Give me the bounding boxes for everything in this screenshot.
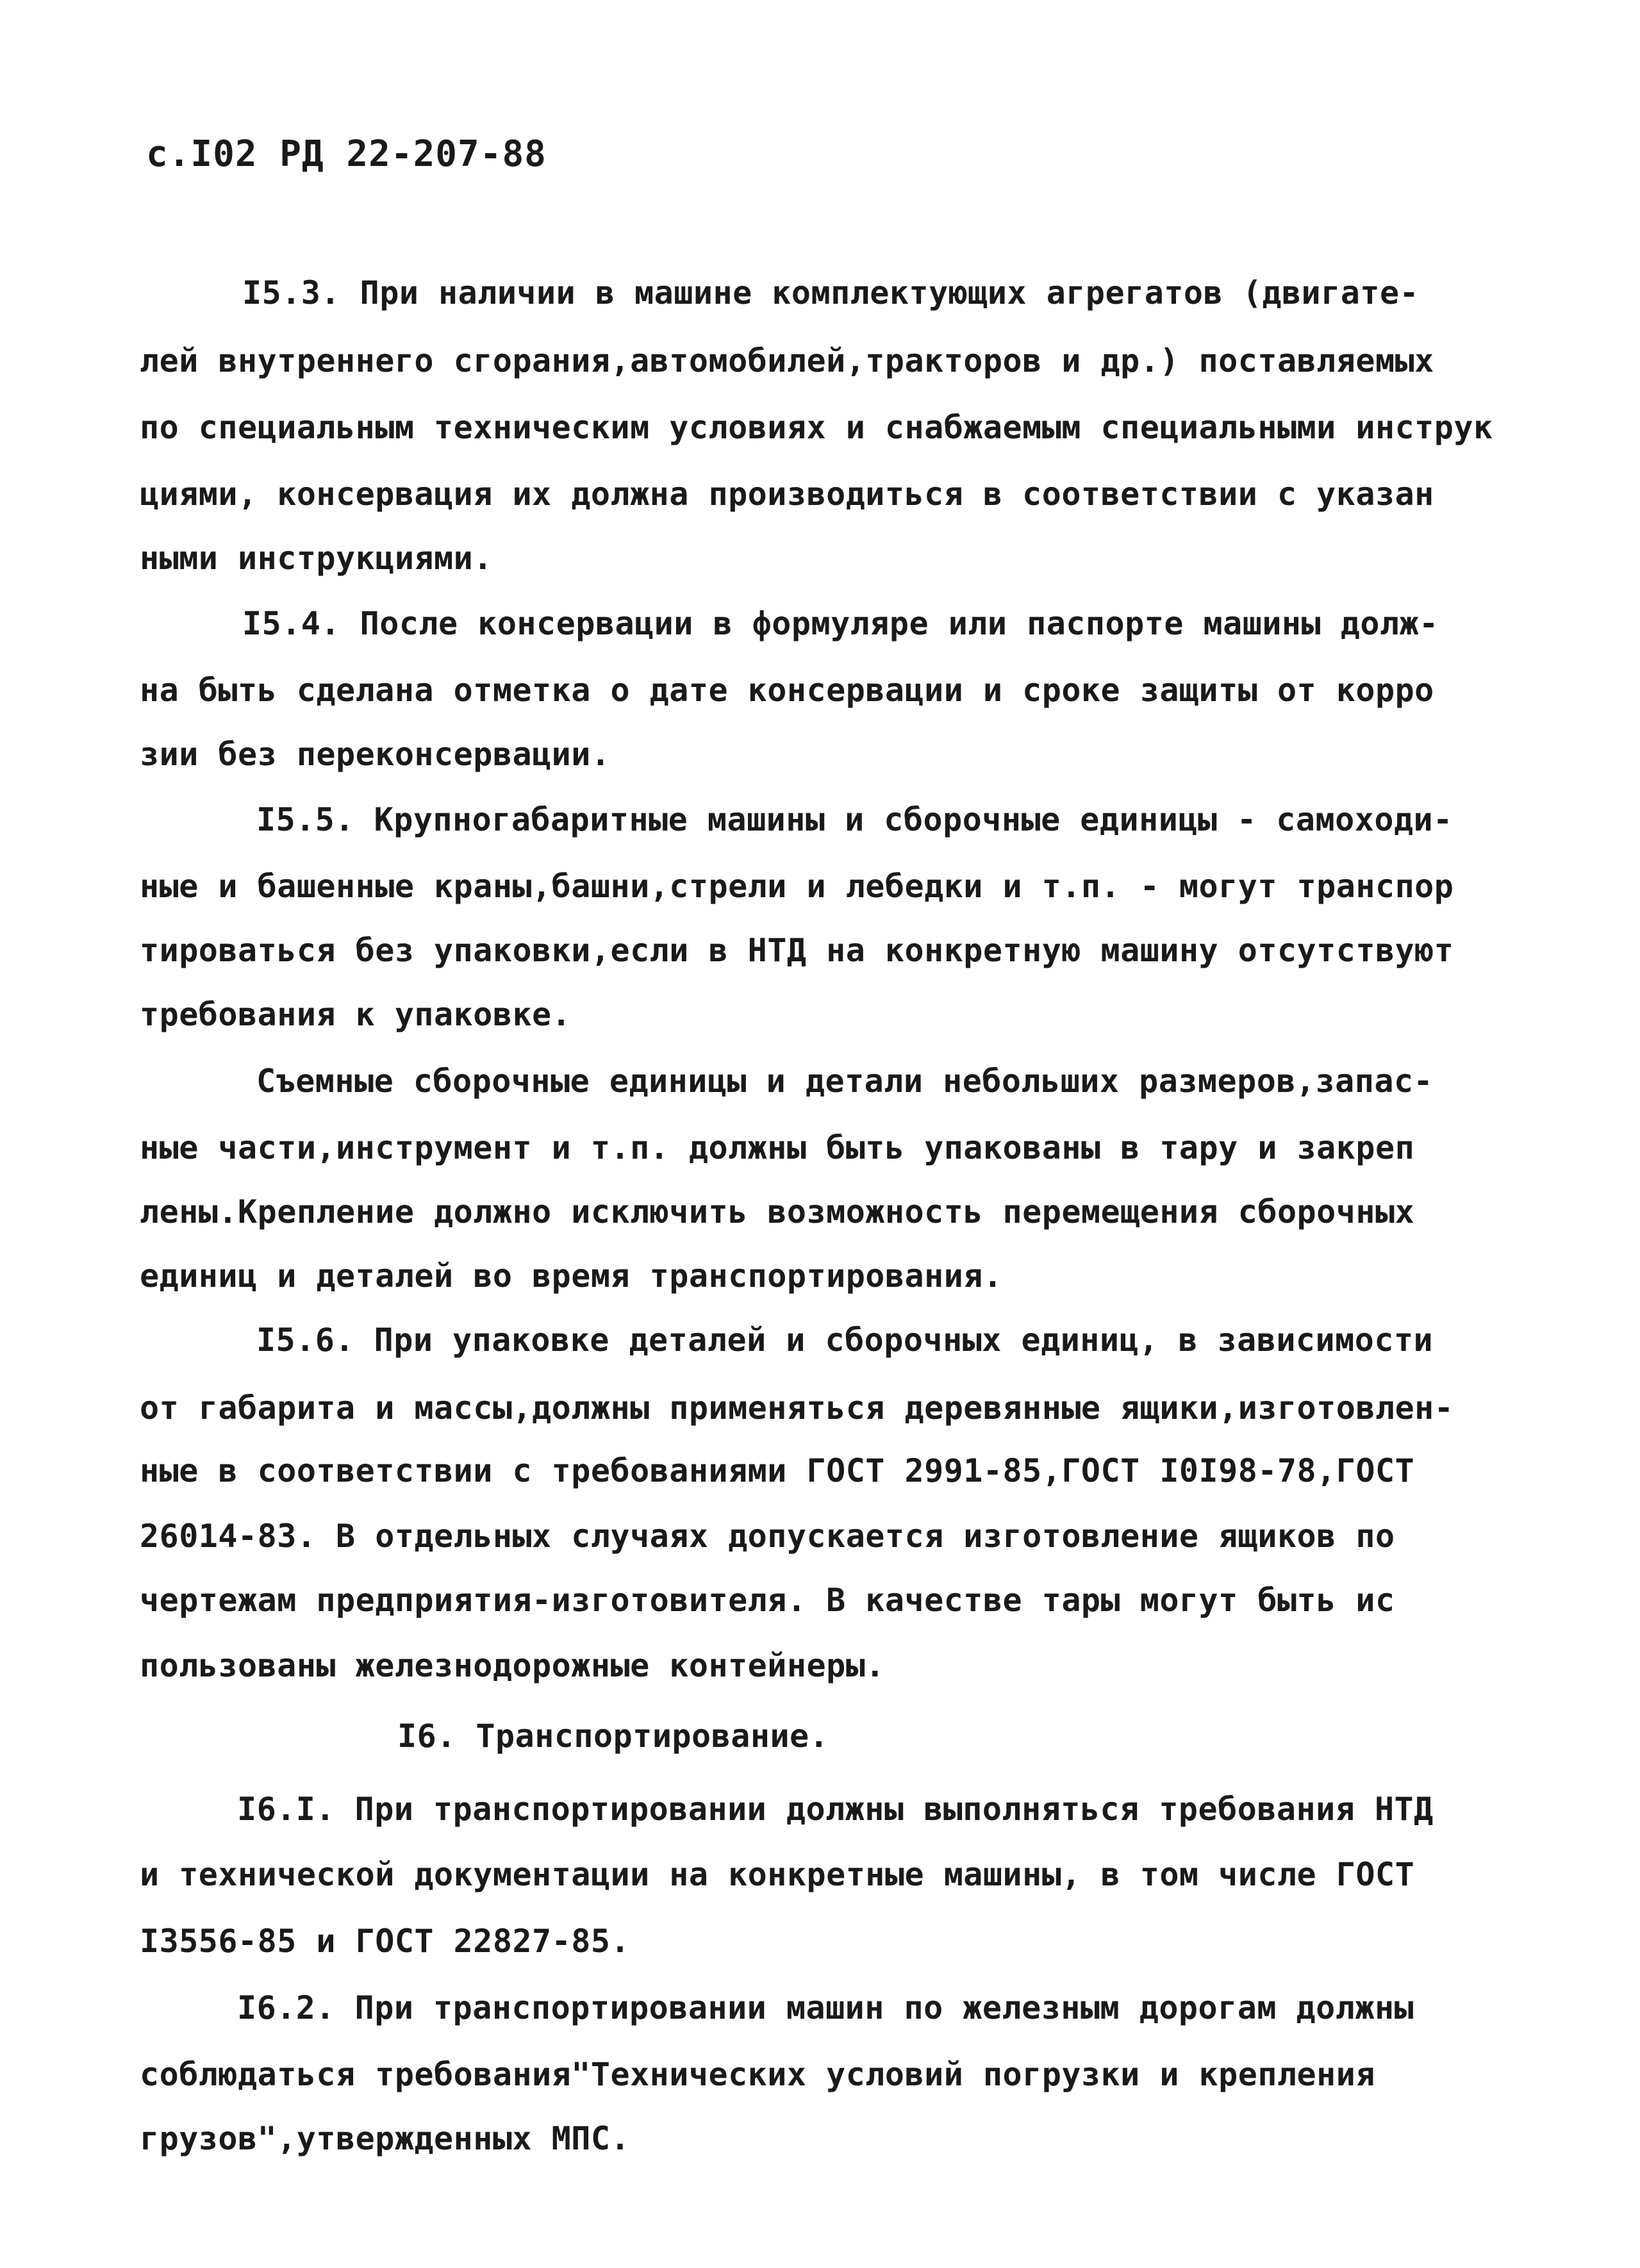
section-heading: I6. Транспортирование. bbox=[397, 1718, 829, 1755]
paragraph-line: I5.4. После консервации в формуляре или паспорте машины долж- bbox=[242, 605, 1439, 642]
paragraph-line: лей внутреннего сгорания,автомобилей,тракторов и др.) поставляемых bbox=[140, 342, 1434, 379]
paragraph-line: чертежам предприятия-изготовителя. В качестве тары могут быть ис bbox=[140, 1582, 1395, 1619]
paragraph-line: I5.6. При упаковке деталей и сборочных единиц, в зависимости bbox=[256, 1321, 1434, 1359]
paragraph-line: грузов",утвержденных МПС. bbox=[140, 2120, 631, 2157]
paragraph-line: I3556-85 и ГОСТ 22827-85. bbox=[140, 1923, 631, 1960]
paragraph-line: тироваться без упаковки,если в НТД на конкретную машину отсутствуют bbox=[140, 932, 1454, 969]
paragraph-line: I6.I. При транспортировании должны выполняться требования НТД bbox=[237, 1791, 1434, 1828]
paragraph-line: требования к упаковке. bbox=[140, 996, 572, 1033]
paragraph-line: ными инструкциями. bbox=[140, 540, 493, 577]
paragraph-line: ные части,инструмент и т.п. должны быть упакованы в тару и закреп bbox=[140, 1129, 1415, 1166]
paragraph-line: Съемные сборочные единицы и детали небольших размеров,запас- bbox=[256, 1063, 1434, 1100]
page-header: с.I02 РД 22-207-88 bbox=[146, 133, 547, 175]
paragraph-line: и технической документации на конкретные машины, в том числе ГОСТ bbox=[140, 1856, 1415, 1893]
paragraph-line: лены.Крепление должно исключить возможность перемещения сборочных bbox=[140, 1193, 1415, 1230]
paragraph-line: единиц и деталей во время транспортирования. bbox=[140, 1257, 1003, 1295]
paragraph-line: циями, консервация их должна производиться в соответствии с указан bbox=[140, 476, 1434, 513]
paragraph-line: соблюдаться требования"Технических условий погрузки и крепления bbox=[140, 2056, 1375, 2093]
paragraph-line: пользованы железнодорожные контейнеры. bbox=[140, 1647, 885, 1684]
paragraph-line: от габарита и массы,должны применяться деревянные ящики,изготовлен- bbox=[140, 1389, 1454, 1427]
paragraph-line: I6.2. При транспортировании машин по железным дорогам должны bbox=[237, 1989, 1414, 2026]
paragraph-line: I5.3. При наличии в машине комплектующих агрегатов (двигате- bbox=[242, 274, 1420, 311]
paragraph-line: на быть сделана отметка о дате консервации и сроке защиты от корро bbox=[140, 672, 1434, 709]
paragraph-line: I5.5. Крупногабаритные машины и сборочные единицы - самоходи- bbox=[256, 801, 1453, 838]
paragraph-line: ные и башенные краны,башни,стрели и лебедки и т.п. - могут транспор bbox=[140, 868, 1454, 905]
paragraph-line: зии без переконсервации. bbox=[140, 736, 611, 773]
paragraph-line: ные в соответствии с требованиями ГОСТ 2991-85,ГОСТ I0I98-78,ГОСТ bbox=[140, 1452, 1415, 1489]
paragraph-line: 26014-83. В отдельных случаях допускается изготовление ящиков по bbox=[140, 1518, 1395, 1555]
paragraph-line: по специальным техническим условиях и снабжаемым специальными инструк bbox=[140, 409, 1493, 446]
